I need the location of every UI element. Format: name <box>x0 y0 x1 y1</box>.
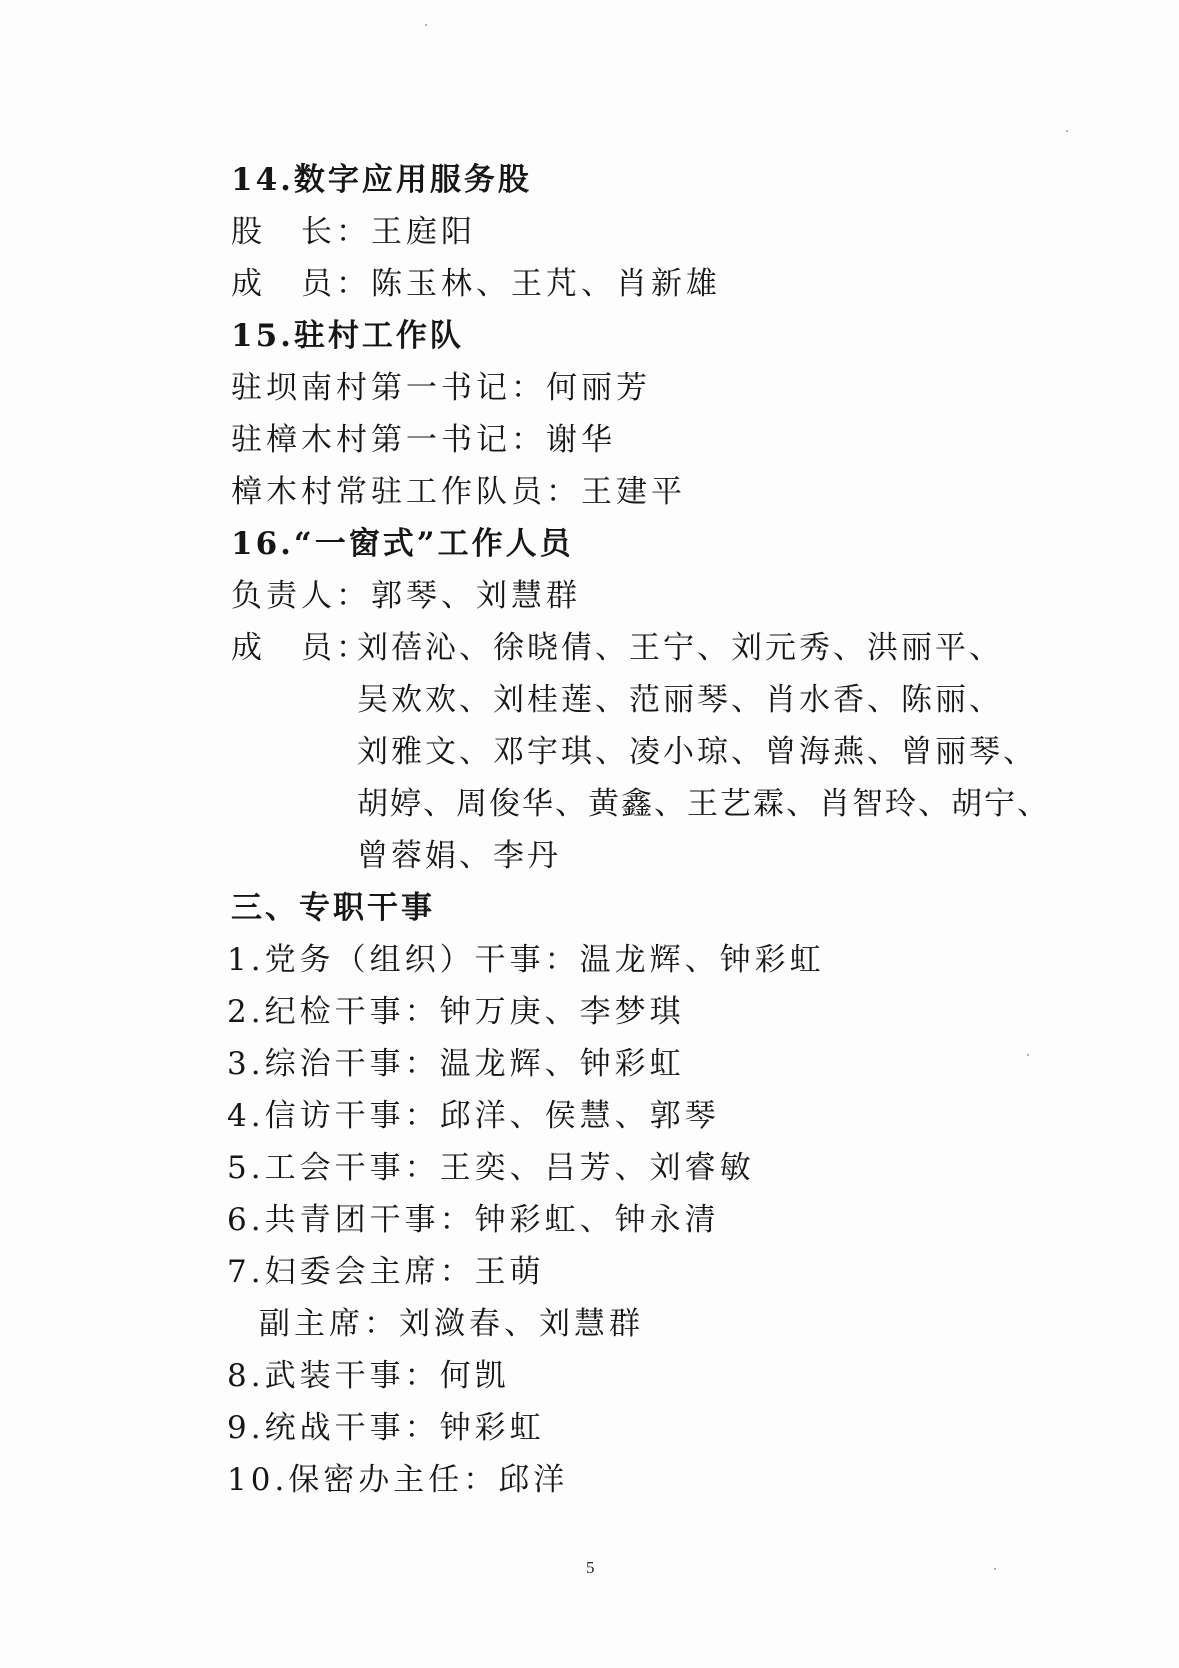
section-15-line-1: 驻坝南村第一书记：何丽芳 <box>231 370 651 406</box>
section-14-members: 成 员：陈玉林、王芃、肖新雄 <box>231 266 721 302</box>
scan-speck <box>425 24 427 26</box>
section-16-head: 负责人：郭琴、刘慧群 <box>231 578 581 614</box>
section-16-members-row: 吴欢欢、刘桂莲、范丽琴、肖水香、陈丽、 <box>357 682 1003 718</box>
section-16-members-row: 刘雅文、邓宇琪、凌小琼、曾海燕、曾丽琴、 <box>357 734 1037 770</box>
section-16-title: 16.“一窗式”工作人员 <box>231 526 574 562</box>
section-16-members-row: 曾蓉娟、李丹 <box>357 838 561 874</box>
scan-speck <box>1027 1054 1029 1056</box>
section-16-members-label: 成 员： <box>231 630 371 666</box>
part-3-item-2: 2.纪检干事：钟万庚、李梦琪 <box>227 994 685 1030</box>
section-15-title: 15.驻村工作队 <box>231 318 464 354</box>
section-16-members-row: 刘蓓沁、徐晓倩、王宁、刘元秀、洪丽平、 <box>357 630 1003 666</box>
part-3-item-6: 6.共青团干事：钟彩虹、钟永清 <box>227 1202 720 1238</box>
part-3-item-1: 1.党务（组织）干事：温龙辉、钟彩虹 <box>227 942 825 978</box>
part-3-item-7-vice: 副主席：刘潋春、刘慧群 <box>259 1306 644 1342</box>
page-number: 5 <box>586 1558 595 1577</box>
part-3-item-5: 5.工会干事：王奕、吕芳、刘睿敏 <box>227 1150 755 1186</box>
part-3-item-7: 7.妇委会主席：王萌 <box>227 1254 545 1290</box>
section-15-line-3: 樟木村常驻工作队员：王建平 <box>231 474 686 510</box>
section-15-line-2: 驻樟木村第一书记：谢华 <box>231 422 616 458</box>
part-3-item-9: 9.统战干事：钟彩虹 <box>227 1410 545 1446</box>
scan-speck <box>1066 130 1068 132</box>
section-14-title: 14.数字应用服务股 <box>231 162 532 198</box>
scan-speck <box>994 1568 996 1570</box>
part-3-title: 三、专职干事 <box>231 890 435 926</box>
part-3-item-10: 10.保密办主任：邱洋 <box>227 1462 569 1498</box>
part-3-item-8: 8.武装干事：何凯 <box>227 1358 510 1394</box>
part-3-item-4: 4.信访干事：邱洋、侯慧、郭琴 <box>227 1098 720 1134</box>
section-16-members-row: 胡婷、周俊华、黄鑫、王艺霖、肖智玲、胡宁、 <box>357 786 1050 822</box>
section-14-head: 股 长：王庭阳 <box>231 214 476 250</box>
part-3-item-3: 3.综治干事：温龙辉、钟彩虹 <box>227 1046 685 1082</box>
